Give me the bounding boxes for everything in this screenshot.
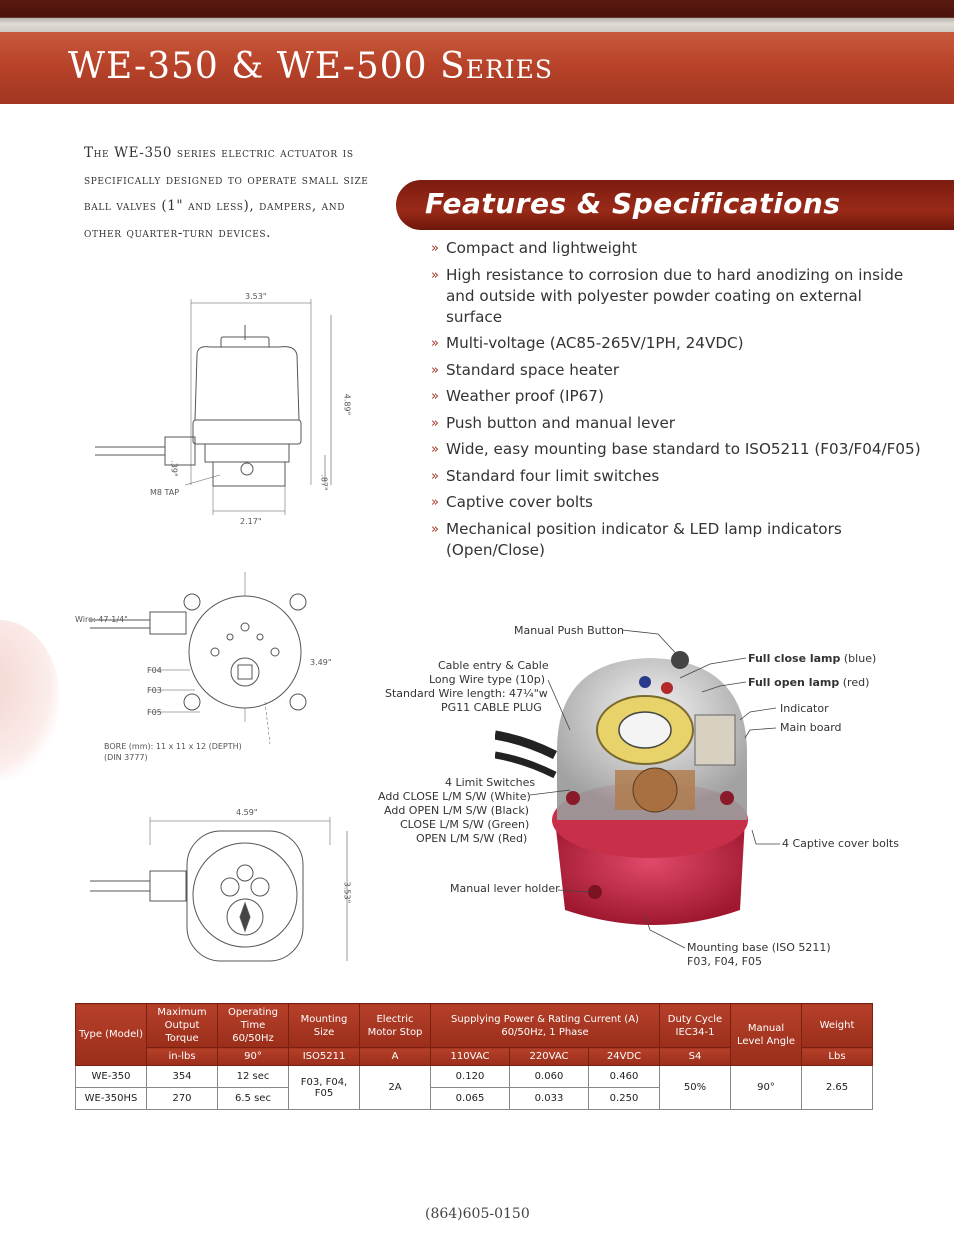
intro-text: The WE-350 series electric actuator is specifically designed to operate small size ball valves (1" and less), dampers, and other quarter-turn devices. xyxy=(84,145,369,241)
callout-switch-4: CLOSE L/M S/W (Green) xyxy=(400,818,530,831)
header-duty: Duty Cycle IEC34-1 xyxy=(660,1004,731,1048)
feature-item: » High resistance to corrosion due to hard anodizing on inside and outside with polyester powder coating on external surface xyxy=(431,265,904,326)
unit-time: 90° xyxy=(218,1048,289,1066)
header-angle: Manual Level Angle xyxy=(731,1004,802,1066)
cell-24: 0.460 xyxy=(589,1066,660,1088)
callout-main-board: Main board xyxy=(780,721,842,734)
cell-type: WE-350 xyxy=(76,1066,147,1088)
callout-push-button: Manual Push Button xyxy=(514,624,624,637)
callout-mounting-1: Mounting base (ISO 5211) xyxy=(687,941,831,954)
bullet-icon: » xyxy=(431,267,439,283)
din-label: (DIN 3777) xyxy=(104,753,148,762)
bullet-icon: » xyxy=(431,415,439,431)
unit-mounting: ISO5211 xyxy=(289,1048,360,1066)
bullet-icon: » xyxy=(431,389,439,404)
feature-item: » Standard space heater xyxy=(431,360,620,379)
cell-time: 6.5 sec xyxy=(218,1088,289,1110)
callout-switch-3: Add OPEN L/M S/W (Black) xyxy=(384,804,529,817)
cell-110: 0.065 xyxy=(431,1088,510,1110)
callout-cable-4: PG11 CABLE PLUG xyxy=(441,701,542,714)
features-title: Features & Specifications xyxy=(425,187,841,220)
unit-220: 220VAC xyxy=(510,1048,589,1066)
feature-item: » Standard four limit switches xyxy=(431,466,660,485)
top-view-drawing xyxy=(85,815,365,975)
callout-open-lamp: Full open lamp (red) xyxy=(748,676,870,689)
bullet-icon: » xyxy=(431,521,439,537)
bullet-icon: » xyxy=(431,495,439,510)
header-mounting: Mounting Size xyxy=(289,1004,360,1048)
cell-24: 0.250 xyxy=(589,1088,660,1110)
callout-mounting-2: F03, F04, F05 xyxy=(687,955,762,968)
feature-item: » Weather proof (IP67) xyxy=(431,387,604,405)
bullet-icon: » xyxy=(431,241,439,256)
spec-table xyxy=(75,1003,873,1110)
cell-motor: 2A xyxy=(360,1066,431,1110)
cell-duty: 50% xyxy=(660,1066,731,1110)
decorative-blob xyxy=(0,620,60,780)
top-decorative-strip xyxy=(0,0,954,32)
callout-leader-lines xyxy=(530,620,790,960)
callout-cover-bolts: 4 Captive cover bolts xyxy=(782,837,899,850)
callout-switch-2: Add CLOSE L/M S/W (White) xyxy=(378,790,531,803)
dim-lower: .87" xyxy=(319,474,329,491)
unit-duty: S4 xyxy=(660,1048,731,1066)
cell-torque: 354 xyxy=(147,1066,218,1088)
cell-torque: 270 xyxy=(147,1088,218,1110)
cell-type: WE-350HS xyxy=(76,1088,147,1110)
feature-item: » Wide, easy mounting base standard to ISO5211 (F03/F04/F05) xyxy=(431,440,921,458)
feature-item: » Compact and lightweight xyxy=(431,239,638,257)
dim-top-height: 3.53" xyxy=(342,881,352,904)
cell-mounting: F03, F04, F05 xyxy=(289,1066,360,1110)
feature-item: » Mechanical position indicator & LED lamp indicators (Open/Close) xyxy=(431,519,842,559)
header-time: Operating Time 60/50Hz xyxy=(218,1004,289,1048)
bullet-icon: » xyxy=(431,442,439,457)
dim-height: 4.89" xyxy=(342,393,352,416)
dim-left: .39" xyxy=(169,460,179,477)
bore-label: BORE (mm): 11 x 11 x 12 (DEPTH) xyxy=(104,742,242,751)
bullet-icon: » xyxy=(431,336,439,351)
unit-24: 24VDC xyxy=(589,1048,660,1066)
cell-220: 0.033 xyxy=(510,1088,589,1110)
dim-base: 2.17" xyxy=(240,517,262,526)
header-type: Type (Model) xyxy=(76,1004,147,1066)
header-torque: Maximum Output Torque xyxy=(147,1004,218,1048)
callout-lever-holder: Manual lever holder xyxy=(450,882,560,895)
table-header-row xyxy=(76,1004,873,1048)
phone-number: (864)605-0150 xyxy=(425,1206,530,1222)
callout-cable-2: Long Wire type (10p) xyxy=(429,673,545,686)
f03-label: F03 xyxy=(147,686,162,695)
cell-weight: 2.65 xyxy=(802,1066,873,1110)
tap-label: M8 TAP xyxy=(150,488,180,497)
unit-motor: A xyxy=(360,1048,431,1066)
wire-label: Wire: 47-1/4" xyxy=(75,615,128,624)
bullet-icon: » xyxy=(431,468,439,484)
header-power: Supplying Power & Rating Current (A) 60/50Hz, 1 Phase xyxy=(431,1004,660,1048)
dim-radius: 3.49" xyxy=(310,658,332,667)
feature-item: » Multi-voltage (AC85-265V/1PH, 24VDC) xyxy=(431,334,744,352)
f05-label: F05 xyxy=(147,708,162,717)
f04-label: F04 xyxy=(147,666,162,675)
feature-item: » Push button and manual lever xyxy=(431,413,676,432)
dim-top-width: 4.59" xyxy=(236,808,258,817)
header-weight: Weight xyxy=(802,1004,873,1048)
unit-110: 110VAC xyxy=(431,1048,510,1066)
dim-width: 3.53" xyxy=(245,292,267,301)
bullet-icon: » xyxy=(431,362,439,378)
callout-switch-5: OPEN L/M S/W (Red) xyxy=(416,832,528,845)
cell-time: 12 sec xyxy=(218,1066,289,1088)
cell-angle: 90° xyxy=(731,1066,802,1110)
page-title: WE-350 & WE-500 Series xyxy=(68,46,554,87)
callout-close-lamp: Full close lamp (blue) xyxy=(748,652,877,665)
unit-weight: Lbs xyxy=(802,1048,873,1066)
features-list xyxy=(431,238,921,566)
unit-torque: in-lbs xyxy=(147,1048,218,1066)
header-motor: Electric Motor Stop xyxy=(360,1004,431,1048)
feature-item: » Captive cover bolts xyxy=(431,493,593,511)
callout-switch-1: 4 Limit Switches xyxy=(445,776,536,789)
cell-110: 0.120 xyxy=(431,1066,510,1088)
callout-cable-1: Cable entry & Cable xyxy=(438,659,549,672)
callout-indicator: Indicator xyxy=(780,702,829,715)
cell-220: 0.060 xyxy=(510,1066,589,1088)
callout-cable-3: Standard Wire length: 47¼"w xyxy=(385,687,548,700)
table-row xyxy=(76,1066,873,1088)
side-view-drawing xyxy=(85,285,355,525)
